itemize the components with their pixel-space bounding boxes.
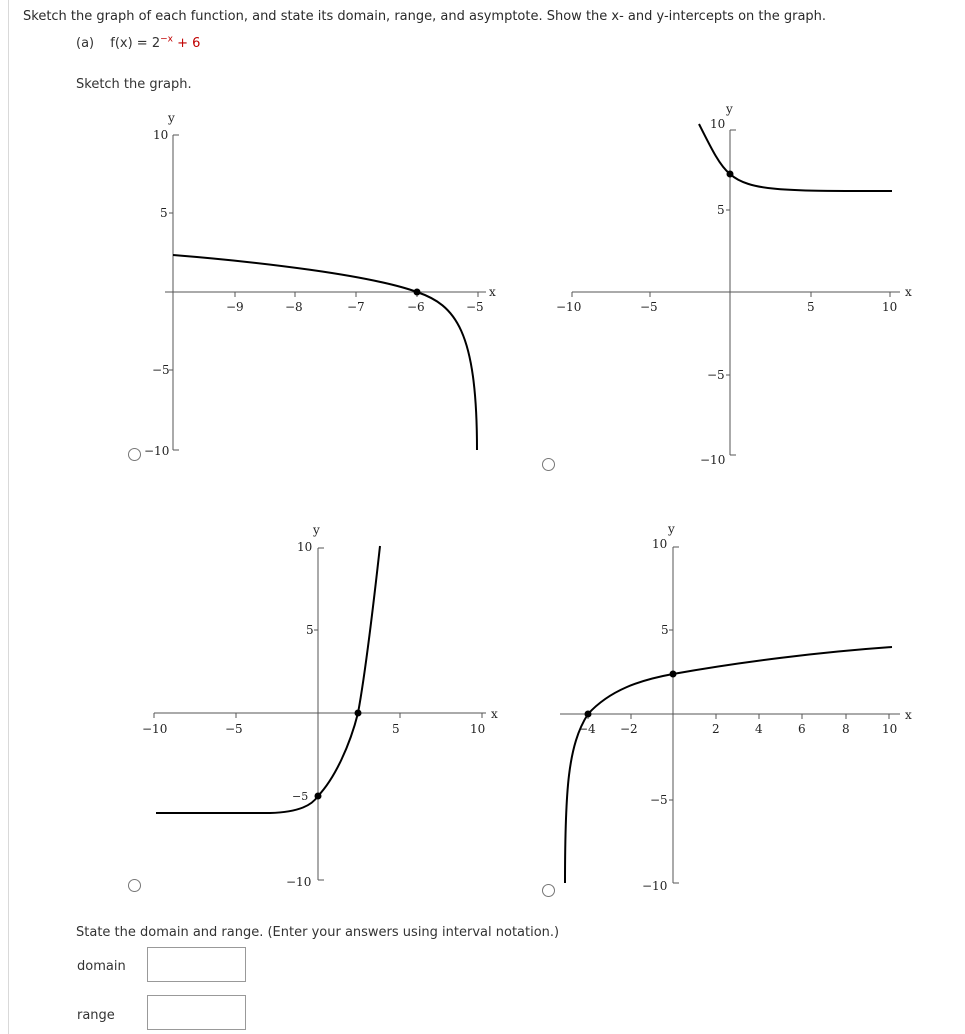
graph-d-xintercept-point — [585, 711, 592, 718]
graph-d-xtick: −4 — [578, 722, 596, 736]
graph-b-ytick: 10 — [710, 117, 726, 131]
sketch-prompt: Sketch the graph. — [76, 77, 192, 92]
graph-c-ytick: 5 — [306, 623, 314, 637]
graph-a-xtick: −7 — [347, 300, 365, 314]
graph-b-xtick: 10 — [882, 300, 898, 314]
graph-d-y-axis — [669, 547, 679, 883]
graph-a-ytick: 5 — [160, 206, 168, 220]
graph-a-xtick: −6 — [407, 300, 425, 314]
graph-c-xtick: 10 — [470, 722, 486, 736]
graph-d-ytick: 10 — [652, 537, 668, 551]
graph-b-ytick: −10 — [700, 453, 726, 467]
graph-a-ytick: −10 — [144, 444, 170, 458]
range-label: range — [77, 1008, 115, 1023]
graph-b-ytick: 5 — [717, 203, 725, 217]
graph-c-x-label: x — [491, 707, 498, 721]
graph-b-ytick: −5 — [707, 368, 725, 382]
graph-a-ytick: 10 — [153, 128, 169, 142]
graph-d-ytick: −10 — [642, 879, 668, 893]
graph-d-xtick: −2 — [620, 722, 638, 736]
graph-d-xtick: 10 — [882, 722, 898, 736]
function-suffix: + 6 — [172, 36, 201, 52]
domain-label: domain — [77, 959, 126, 974]
graph-a-x-label: x — [489, 285, 496, 299]
graph-d-xtick: 8 — [842, 722, 850, 736]
graph-d-xtick: 4 — [755, 722, 763, 736]
instructions: Sketch the graph of each function, and state its domain, range, and asymptote. Show the x- and y-intercepts on the graph. — [23, 9, 827, 24]
graph-d-ytick: 5 — [661, 623, 669, 637]
graph-d-x-axis — [560, 714, 900, 719]
graph-d-xtick: 2 — [712, 722, 720, 736]
graph-c-ytick: 10 — [297, 540, 313, 554]
graph-c-xtick: 5 — [392, 722, 400, 736]
graph-a-ytick: −5 — [152, 363, 170, 377]
graph-c-xtick: −10 — [142, 722, 168, 736]
graph-b-xtick: −10 — [556, 300, 582, 314]
graph-d-y-label: y — [668, 522, 675, 536]
graph-a-xtick: −8 — [285, 300, 303, 314]
function-prefix: f(x) = 2 — [110, 36, 161, 52]
graph-c-ytick: −10 — [286, 875, 312, 889]
function-exponent: −x — [160, 35, 173, 45]
range-input[interactable] — [147, 995, 246, 1030]
graph-b-xtick: −5 — [640, 300, 658, 314]
graph-c-y-label: y — [313, 523, 320, 537]
graph-a-xtick: −5 — [466, 300, 484, 314]
graph-d-xtick: 6 — [798, 722, 806, 736]
part-label: (a) — [76, 36, 95, 52]
graph-d-x-label: x — [905, 708, 912, 722]
graph-a-y-label: y — [168, 111, 175, 125]
graph-d-curve — [565, 647, 892, 883]
graph-d-ytick: −5 — [650, 793, 668, 807]
radio-option-d[interactable] — [542, 884, 555, 897]
graph-d-yintercept-point — [670, 671, 677, 678]
state-domain-range-prompt: State the domain and range. (Enter your answers using interval notation.) — [76, 925, 560, 940]
domain-input[interactable] — [147, 947, 246, 982]
graph-b-xtick: 5 — [807, 300, 815, 314]
graph-c-xtick: −5 — [225, 722, 243, 736]
graph-b-y-label: y — [726, 102, 733, 116]
graph-a-xtick: −9 — [226, 300, 244, 314]
graph-c-ytick: −5 — [292, 790, 309, 803]
graph-b-x-label: x — [905, 285, 912, 299]
